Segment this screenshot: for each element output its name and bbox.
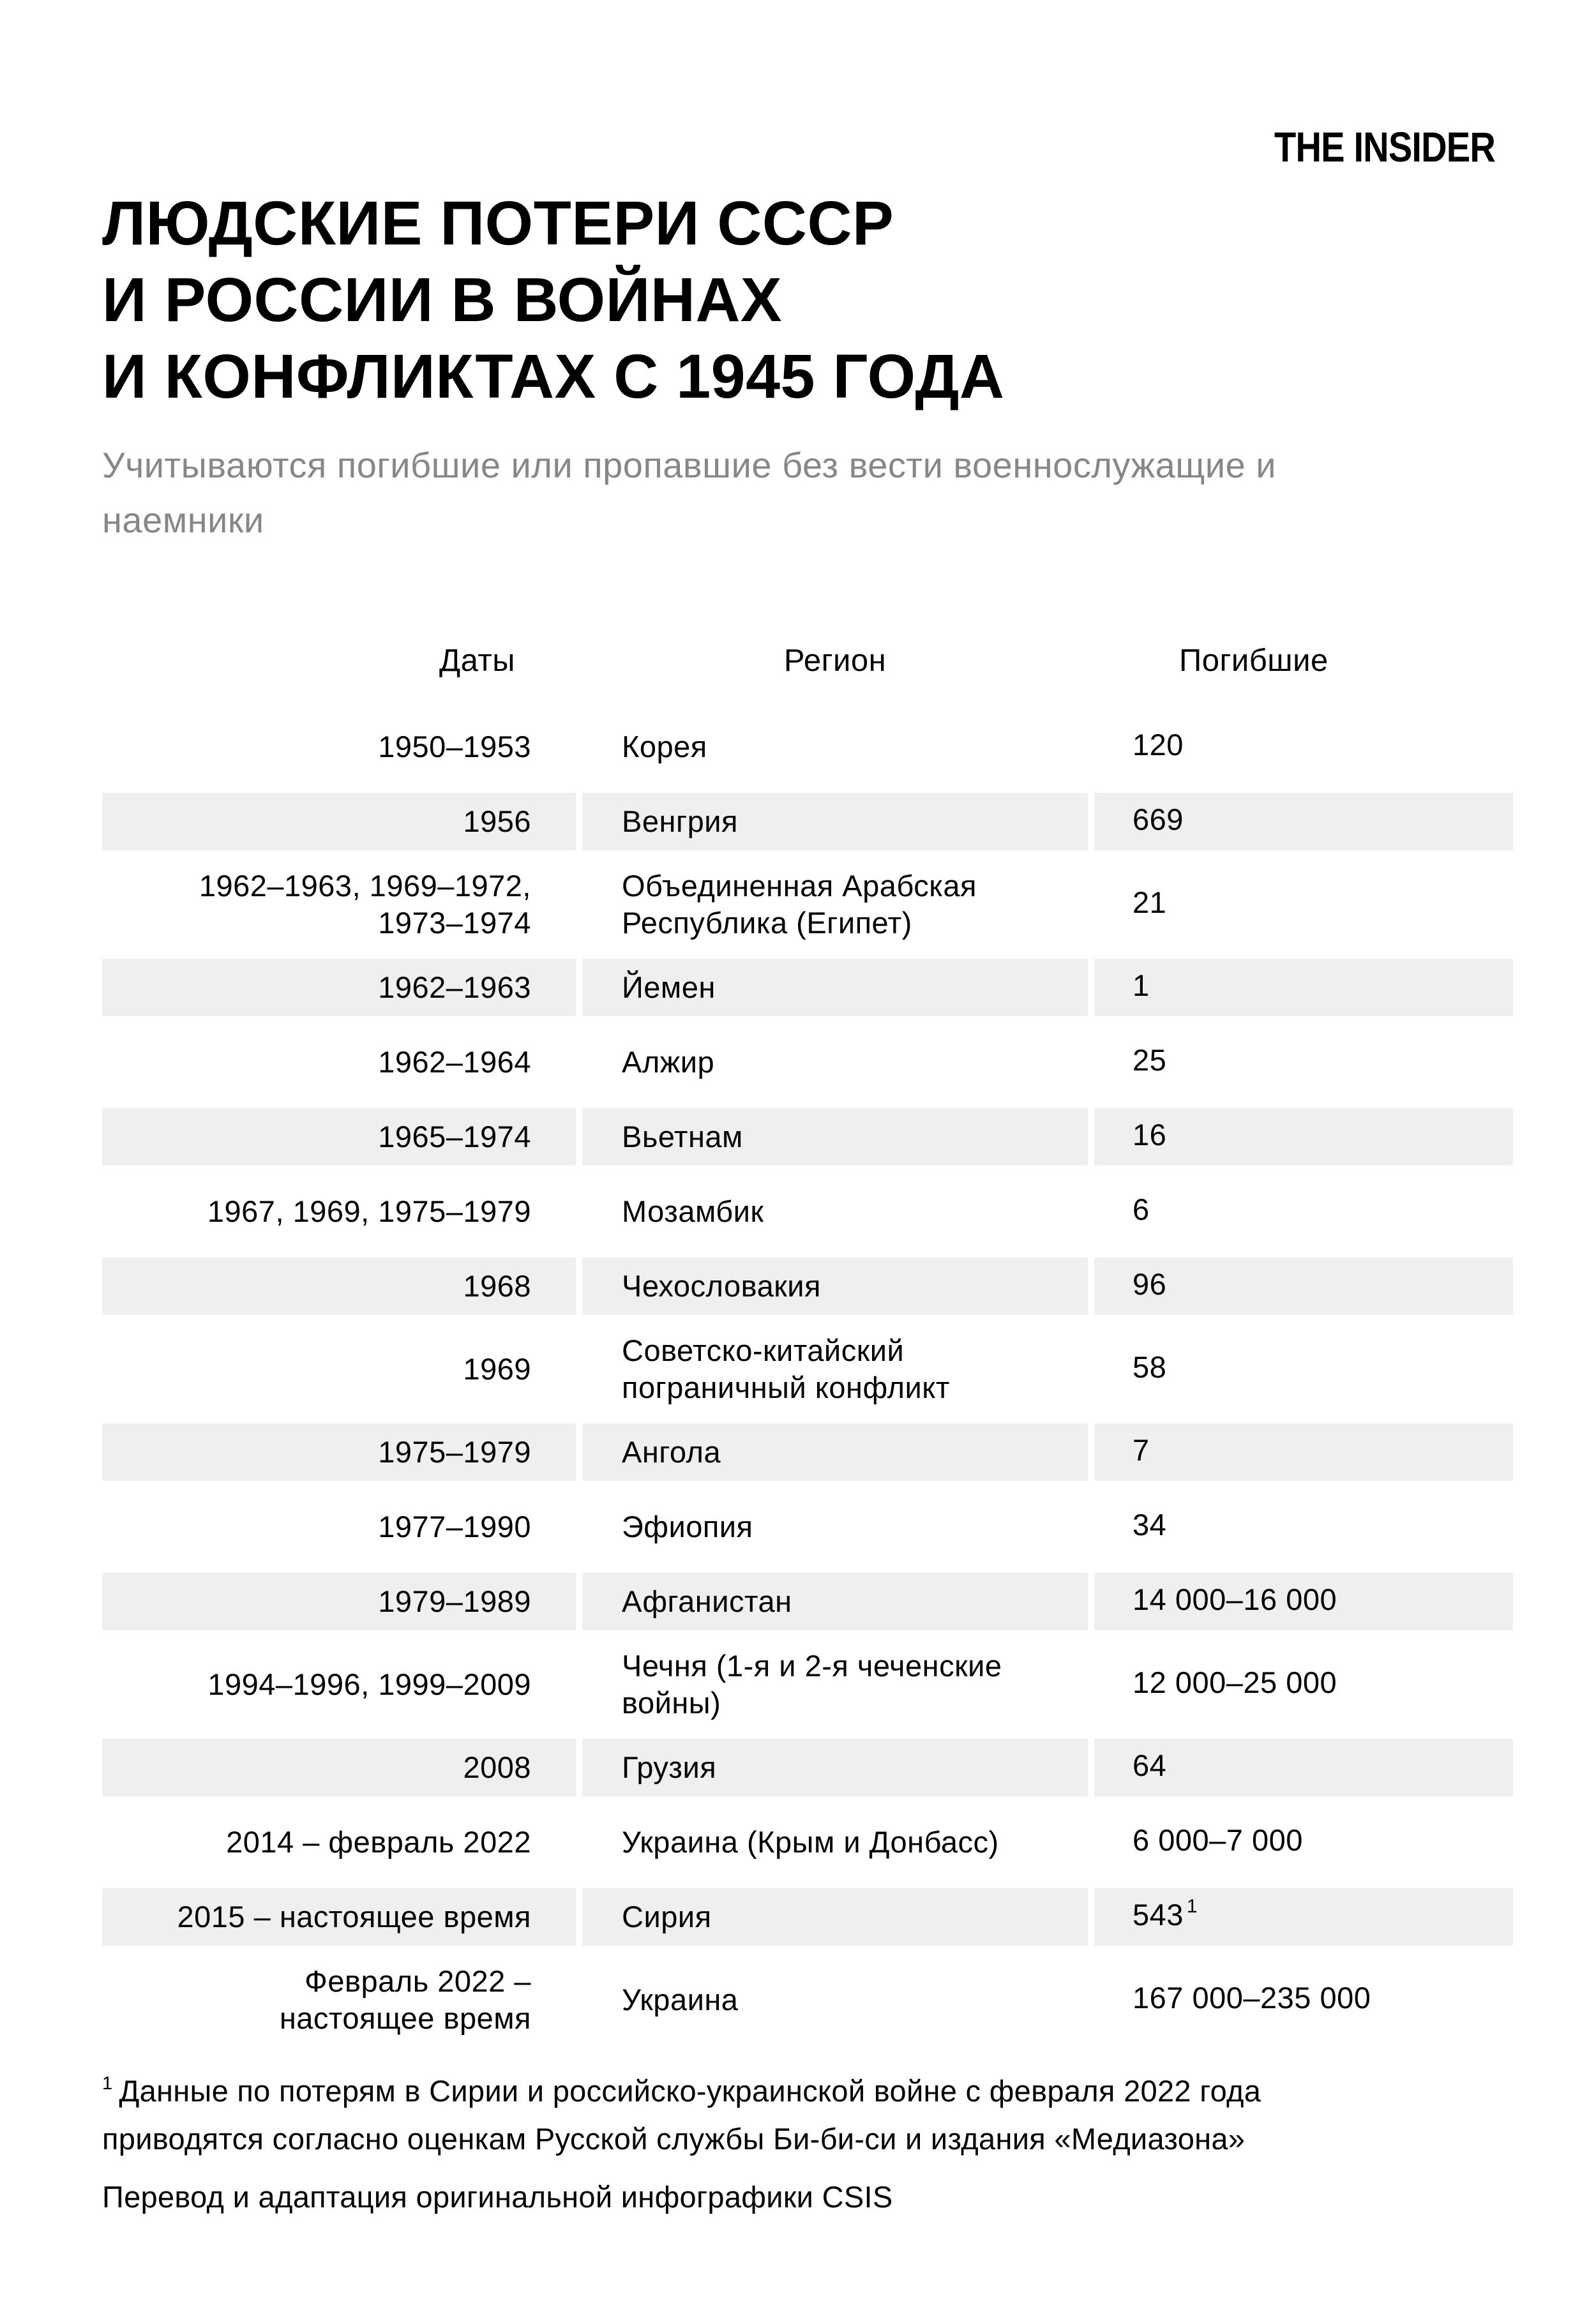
table-row	[102, 1423, 1513, 1481]
cell-line: Чехословакия	[622, 1269, 821, 1303]
region-cell	[582, 1498, 1088, 1556]
dates-cell	[102, 1332, 576, 1406]
cell-line: Венгрия	[622, 804, 738, 838]
cell-line: пограничный конфликт	[622, 1371, 950, 1404]
title-line-2: И РОССИИ В ВОЙНАХ	[102, 265, 783, 334]
deaths-value: 34	[1133, 1507, 1167, 1542]
dates-cell	[102, 793, 576, 850]
table-body	[102, 718, 1513, 2037]
deaths-cell	[1094, 1498, 1513, 1556]
dates-cell	[102, 1648, 576, 1722]
cell-line: 1975–1979	[378, 1435, 531, 1469]
cell-line: Ангола	[622, 1435, 721, 1469]
table-header-row	[96, 632, 1519, 689]
deaths-cell	[1094, 1814, 1513, 1871]
dates-cell	[102, 959, 576, 1016]
column-header-deaths: Погибшие	[1179, 643, 1329, 678]
region-cell	[582, 867, 1088, 942]
dates-cell	[102, 1888, 576, 1946]
region-cell	[582, 1963, 1088, 2037]
cell-line: 1962–1963, 1969–1972,	[199, 869, 531, 903]
deaths-value: 7	[1133, 1432, 1150, 1467]
deaths-cell	[1094, 1648, 1513, 1722]
region-cell	[582, 793, 1088, 850]
cell-line: Республика (Египет)	[622, 906, 912, 940]
dates-cell	[102, 1258, 576, 1315]
cell-line: Украина (Крым и Донбасс)	[622, 1825, 999, 1859]
column-header-dates: Даты	[439, 643, 515, 678]
region-cell	[582, 959, 1088, 1016]
region-cell	[582, 1183, 1088, 1240]
cell-line: Грузия	[622, 1750, 717, 1784]
deaths-value: 12 000–25 000	[1133, 1665, 1337, 1699]
cell-line: Йемен	[622, 970, 716, 1004]
footnote-2: Перевод и адаптация оригинальной инфографики CSIS	[102, 2180, 893, 2214]
table-row	[102, 1963, 1513, 2037]
page-title	[102, 185, 1004, 415]
deaths-value: 543	[1133, 1897, 1184, 1932]
cell-line: настоящее время	[279, 2001, 531, 2035]
deaths-value: 96	[1133, 1266, 1167, 1301]
table-row	[102, 1108, 1513, 1166]
table-row	[102, 718, 1513, 776]
dates-cell	[102, 1108, 576, 1166]
cell-line: Февраль 2022 –	[305, 1964, 531, 1998]
deaths-value: 16	[1133, 1117, 1167, 1152]
cell-line: 1979–1989	[378, 1584, 531, 1618]
deaths-cell	[1094, 959, 1513, 1016]
deaths-value: 669	[1133, 802, 1184, 836]
deaths-cell	[1094, 1108, 1513, 1166]
cell-line: Корея	[622, 730, 707, 763]
dates-cell	[102, 1963, 576, 2037]
region-cell	[582, 1033, 1088, 1091]
table-row	[102, 1033, 1513, 1091]
region-cell	[582, 1739, 1088, 1796]
deaths-value: 25	[1133, 1042, 1167, 1077]
cell-line: Чечня (1-я и 2-я чеченские	[622, 1649, 1002, 1683]
table-row	[102, 1498, 1513, 1556]
deaths-cell	[1094, 793, 1513, 850]
dates-cell	[102, 1183, 576, 1240]
dates-cell	[102, 1423, 576, 1481]
cell-line: 1967, 1969, 1975–1979	[207, 1194, 531, 1228]
deaths-value: 167 000–235 000	[1133, 1980, 1371, 2015]
region-cell	[582, 1108, 1088, 1166]
footnote-1-line-1: Данные по потерям в Сирии и российско-украинской войне с февраля 2022 года	[119, 2074, 1261, 2108]
cell-line: 1977–1990	[378, 1510, 531, 1543]
footnote-marker: 1	[1186, 1895, 1198, 1917]
deaths-cell	[1094, 1573, 1513, 1630]
page-subtitle: Учитываются погибшие или пропавшие без вести военнослужащие и наемники	[102, 445, 1277, 540]
dates-cell	[102, 1814, 576, 1871]
table-row	[102, 1739, 1513, 1796]
region-cell	[582, 1648, 1088, 1722]
deaths-cell	[1094, 1963, 1513, 2037]
footnote-1	[102, 2069, 1456, 2160]
region-cell	[582, 1573, 1088, 1630]
table-row	[102, 1648, 1513, 1722]
table-row	[102, 1332, 1513, 1406]
column-header-region: Регион	[783, 643, 887, 678]
dates-cell	[102, 1739, 576, 1796]
region-cell	[582, 1258, 1088, 1315]
dates-cell	[102, 718, 576, 776]
deaths-cell	[1094, 1739, 1513, 1796]
cell-line: 1968	[463, 1269, 531, 1303]
dates-cell	[102, 1033, 576, 1091]
region-cell	[582, 1423, 1088, 1481]
deaths-value: 6	[1133, 1192, 1150, 1226]
table-row	[102, 1183, 1513, 1240]
table-row	[102, 867, 1513, 942]
footnote-1-marker: 1	[102, 2073, 113, 2094]
region-cell	[582, 718, 1088, 776]
deaths-value: 120	[1133, 727, 1184, 762]
losses-table	[96, 632, 1519, 2054]
cell-line: Вьетнам	[622, 1120, 743, 1153]
cell-line: 1962–1964	[378, 1045, 531, 1079]
cell-line: Афганистан	[622, 1584, 792, 1618]
deaths-cell	[1094, 1258, 1513, 1315]
dates-cell	[102, 1498, 576, 1556]
table-row	[102, 959, 1513, 1016]
cell-line: 2015 – настоящее время	[177, 1900, 531, 1934]
cell-line: Сирия	[622, 1900, 712, 1934]
table-row	[102, 1573, 1513, 1630]
cell-line: 1965–1974	[378, 1120, 531, 1153]
cell-line: 2008	[463, 1750, 531, 1784]
cell-line: Украина	[622, 1983, 739, 2016]
deaths-cell	[1094, 1423, 1513, 1481]
dates-cell	[102, 1573, 576, 1630]
cell-line: Объединенная Арабская	[622, 869, 977, 903]
deaths-value: 64	[1133, 1748, 1167, 1782]
cell-line: 1956	[463, 804, 531, 838]
deaths-cell	[1094, 867, 1513, 942]
deaths-value: 21	[1133, 885, 1167, 919]
deaths-value: 14 000–16 000	[1133, 1582, 1337, 1616]
cell-line: 2014 – февраль 2022	[226, 1825, 531, 1859]
dates-cell	[102, 867, 576, 942]
deaths-cell	[1094, 1183, 1513, 1240]
table-row	[102, 793, 1513, 850]
deaths-cell	[1094, 718, 1513, 776]
footnotes	[102, 2069, 1456, 2234]
deaths-value: 6 000–7 000	[1133, 1822, 1303, 1857]
cell-line: Мозамбик	[622, 1194, 764, 1228]
deaths-cell	[1094, 1033, 1513, 1091]
deaths-cell	[1094, 1888, 1513, 1946]
deaths-value: 1	[1133, 968, 1150, 1002]
cell-line: Эфиопия	[622, 1510, 753, 1543]
cell-line: 1950–1953	[378, 730, 531, 763]
cell-line: Советско-китайский	[622, 1333, 905, 1367]
table-row	[102, 1888, 1513, 1946]
title-line-1: ЛЮДСКИЕ ПОТЕРИ СССР	[102, 188, 894, 258]
cell-line: Алжир	[622, 1045, 715, 1079]
cell-line: 1962–1963	[378, 970, 531, 1004]
cell-line: 1994–1996, 1999–2009	[207, 1667, 531, 1701]
table-row	[102, 1814, 1513, 1871]
footnote-1-line-2: приводятся согласно оценкам Русской службы Би-би-си и издания «Медиазона»	[102, 2122, 1246, 2156]
deaths-cell	[1094, 1332, 1513, 1406]
the-insider-logo: THE INSIDER	[1274, 123, 1495, 170]
table-body-grid	[96, 701, 1519, 2054]
region-cell	[582, 1332, 1088, 1406]
cell-line: войны)	[622, 1686, 721, 1720]
region-cell	[582, 1888, 1088, 1946]
table-row	[102, 1258, 1513, 1315]
cell-line: 1969	[463, 1352, 531, 1386]
title-line-3: И КОНФЛИКТАХ С 1945 ГОДА	[102, 342, 1005, 411]
region-cell	[582, 1814, 1088, 1871]
cell-line: 1973–1974	[378, 906, 531, 940]
deaths-value: 58	[1133, 1349, 1167, 1384]
